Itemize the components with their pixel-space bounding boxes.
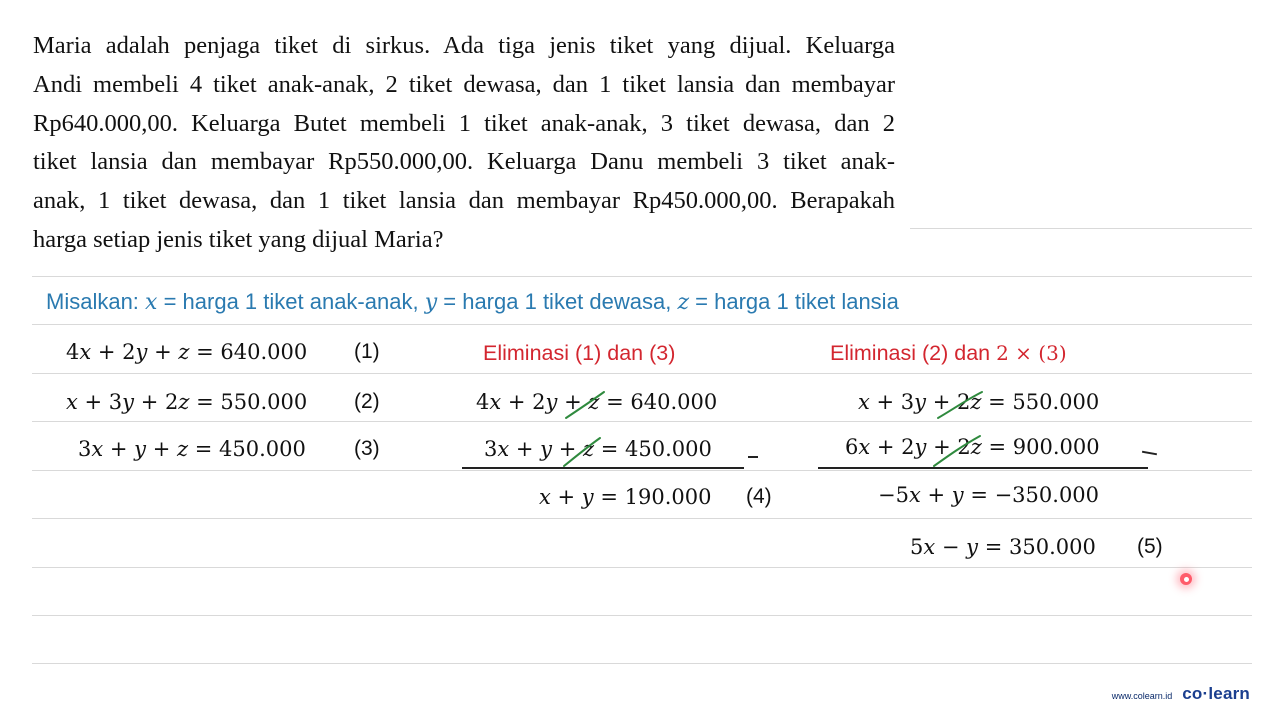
- footer-branding: [1112, 684, 1250, 704]
- problem-line: anak, 1 tiket dewasa, dan 1 tiket lansia dan membayar Rp450.000,00. Berapakah: [33, 187, 895, 215]
- problem-line: tiket lansia dan membayar Rp550.000,00. Keluarga Danu membeli 3 tiket anak-: [33, 148, 895, 176]
- problem-line: Rp640.000,00. Keluarga Butet membeli 1 tiket anak-anak, 3 tiket dewasa, dan 2: [33, 109, 895, 137]
- ruled-line: [32, 518, 1252, 519]
- problem-line: Andi membeli 4 tiket anak-anak, 2 tiket dewasa, dan 1 tiket lansia dan membayar: [33, 70, 895, 98]
- elim2-title-factor: 2 × (3): [996, 341, 1067, 365]
- equation-2-label: (2): [354, 390, 380, 413]
- elim2-final-label: (5): [1137, 535, 1163, 558]
- strike-mark: [932, 388, 992, 424]
- equation-3-label: (3): [354, 437, 380, 460]
- pointer-dot-icon: [1180, 573, 1192, 585]
- problem-line: harga setiap jenis tiket yang dijual Maria?: [33, 225, 444, 253]
- ruled-line: [910, 228, 1252, 229]
- elim2-line1: x + 3y + 2z = 550.000: [858, 390, 1100, 414]
- strike-mark: [558, 434, 608, 470]
- var-y: y: [424, 290, 438, 315]
- elim2-title-prefix: Eliminasi (2) dan: [830, 341, 997, 365]
- elim2-final: 5x − y = 350.000: [910, 535, 1096, 559]
- def-y: = harga 1 tiket dewasa,: [437, 289, 678, 314]
- equation-1-label: (1): [354, 340, 380, 363]
- ruled-line: [32, 373, 1252, 374]
- problem-line: Maria adalah penjaga tiket di sirkus. Ada tiga jenis tiket yang dijual. Keluarga: [33, 32, 895, 59]
- elim1-result-label: (4): [746, 485, 772, 508]
- elim2-minus-sign: [1142, 451, 1157, 455]
- equation-2: x + 3y + 2z = 550.000: [66, 390, 308, 414]
- elim2-title: [830, 341, 1067, 366]
- elim1-line2: 3x + y + z = 450.000: [484, 437, 712, 461]
- equation-1: 4x + 2y + z = 640.000: [66, 340, 308, 364]
- problem-statement: [33, 27, 895, 260]
- ruled-line: [32, 615, 1252, 616]
- equation-3: 3x + y + z = 450.000: [78, 437, 306, 461]
- elim1-title: Eliminasi (1) dan (3): [483, 341, 676, 365]
- elim2-result: −5x + y = −350.000: [878, 483, 1100, 507]
- ruled-line: [32, 470, 1252, 471]
- elim1-result: x + y = 190.000: [539, 485, 712, 509]
- colearn-logo: co·learn: [1182, 684, 1250, 703]
- elim1-line1: 4x + 2y + z = 640.000: [476, 390, 718, 414]
- ruled-line: [32, 421, 1252, 422]
- variable-definitions: [46, 289, 899, 315]
- def-x: = harga 1 tiket anak-anak,: [157, 289, 425, 314]
- def-z: = harga 1 tiket lansia: [689, 289, 899, 314]
- ruled-line: [32, 663, 1252, 664]
- footer-url: www.colearn.id: [1111, 691, 1173, 701]
- var-x: x: [145, 290, 158, 315]
- strike-mark: [928, 432, 988, 472]
- elim2-line2: 6x + 2y + 2z = 900.000: [845, 435, 1100, 459]
- ruled-line: [32, 276, 1252, 277]
- var-z: z: [677, 290, 690, 315]
- elim1-minus-sign: [748, 456, 758, 458]
- ruled-line: [32, 324, 1252, 325]
- strike-mark: [560, 388, 610, 424]
- intro-prefix: Misalkan:: [46, 289, 146, 314]
- ruled-line: [32, 567, 1252, 568]
